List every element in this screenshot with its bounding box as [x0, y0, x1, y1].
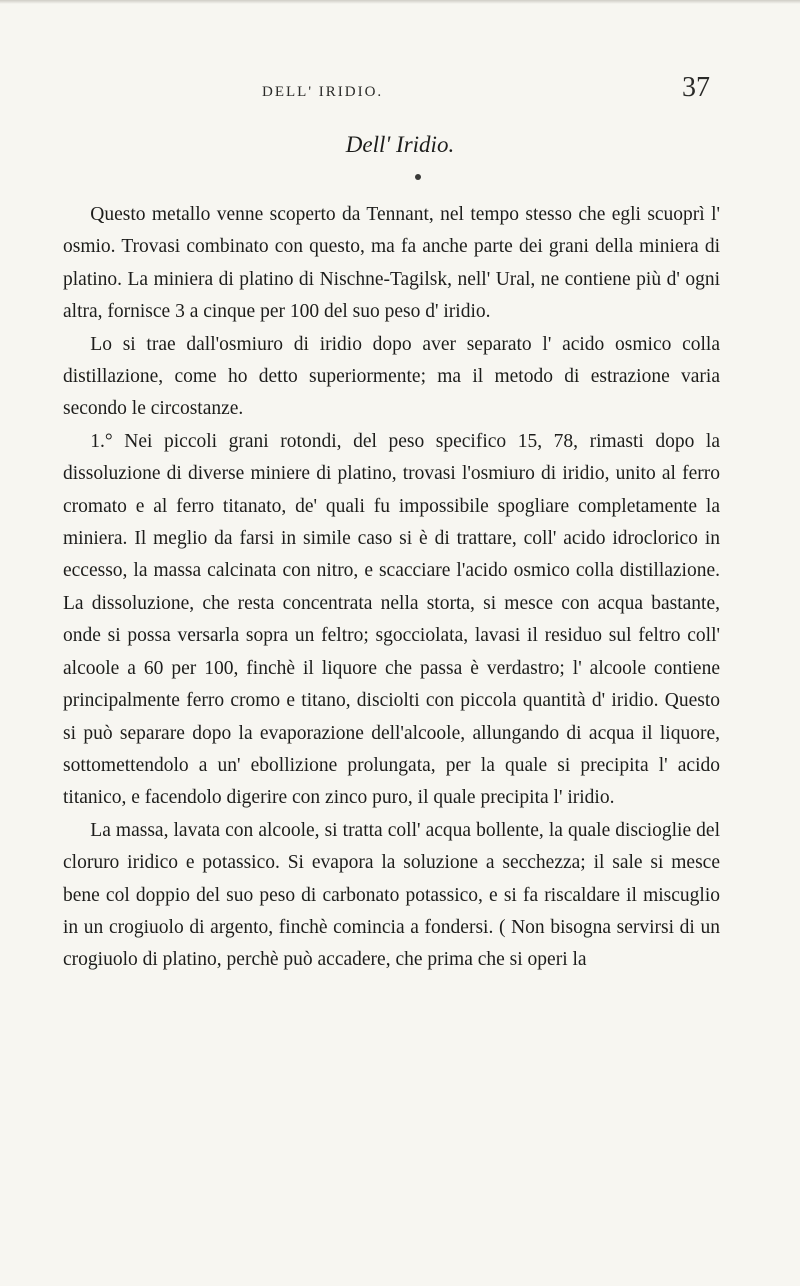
- chapter-title: Dell' Iridio.: [345, 132, 455, 157]
- paragraph-1: Questo metallo venne scoperto da Tennant, nel tempo stesso che egli scuoprì l' osmio. Trovasi combinato con questo, ma fa anche parte dei grani della miniera di platino. La miniera di platino di Nischne-Tagilsk, nell' Ural, ne contiene più d' ogni altra, fornisce 3 a cinque per 100 del suo peso d' iridio.: [63, 204, 720, 323]
- paragraph-3: 1.° Nei piccoli grani rotondi, del peso specifico 15, 78, rimasti dopo la dissoluzione di diverse miniere di platino, trovasi l'osmiuro di iridio, unito al ferro cromato e al ferro titanato, de' quali fu impossibile spogliare completamente la miniera. Il meglio da farsi in simile caso si è di trattare, coll' acido idroclorico in eccesso, la massa calcinata con nitro, e scacciare l'acido osmico colla distillazione. La dissoluzione, che resta concentrata nella storta, si mesce con acqua bastante, onde si possa versarla sopra un feltro; sgocciolata, lavasi il residuo sul feltro coll' alcoole a 60 per 100, finchè il liquore che passa è verdastro; l' alcoole contiene principalmente ferro cromo e titano, disciolti con piccola quantità d' iridio. Questo si può separare dopo la evaporazione dell'alcoole, allungando di acqua il liquore, sottomettendolo a un' ebollizione prolungata, per la quale si precipita l' acido titanico, e facendolo digerire con zinco puro, il quale precipita l' iridio.: [63, 430, 720, 809]
- paragraph-2: Lo si trae dall'osmiuro di iridio dopo aver separato l' acido osmico colla distillazione, come ho detto superiormente; ma il metodo di estrazione varia secondo le circostanze.: [63, 333, 720, 420]
- body-text: [63, 199, 720, 977]
- running-head: DELL' IRIDIO.: [262, 84, 384, 100]
- dot-ornament-icon: [415, 174, 421, 180]
- page-edge-shadow: [0, 0, 800, 4]
- paragraph-4: La massa, lavata con alcoole, si tratta coll' acqua bollente, la quale discioglie del cloruro iridico e potassico. Si evapora la soluzione a secchezza; il sale si mesce bene col doppio del suo peso di carbonato potassico, e si fa riscaldare il miscuglio in un crogiuolo di argento, finchè comincia a fondersi. ( Non bisogna servirsi di un crogiuolo di platino, perchè può accadere, che prima che si operi la: [63, 819, 720, 971]
- page-number: 37: [682, 72, 710, 103]
